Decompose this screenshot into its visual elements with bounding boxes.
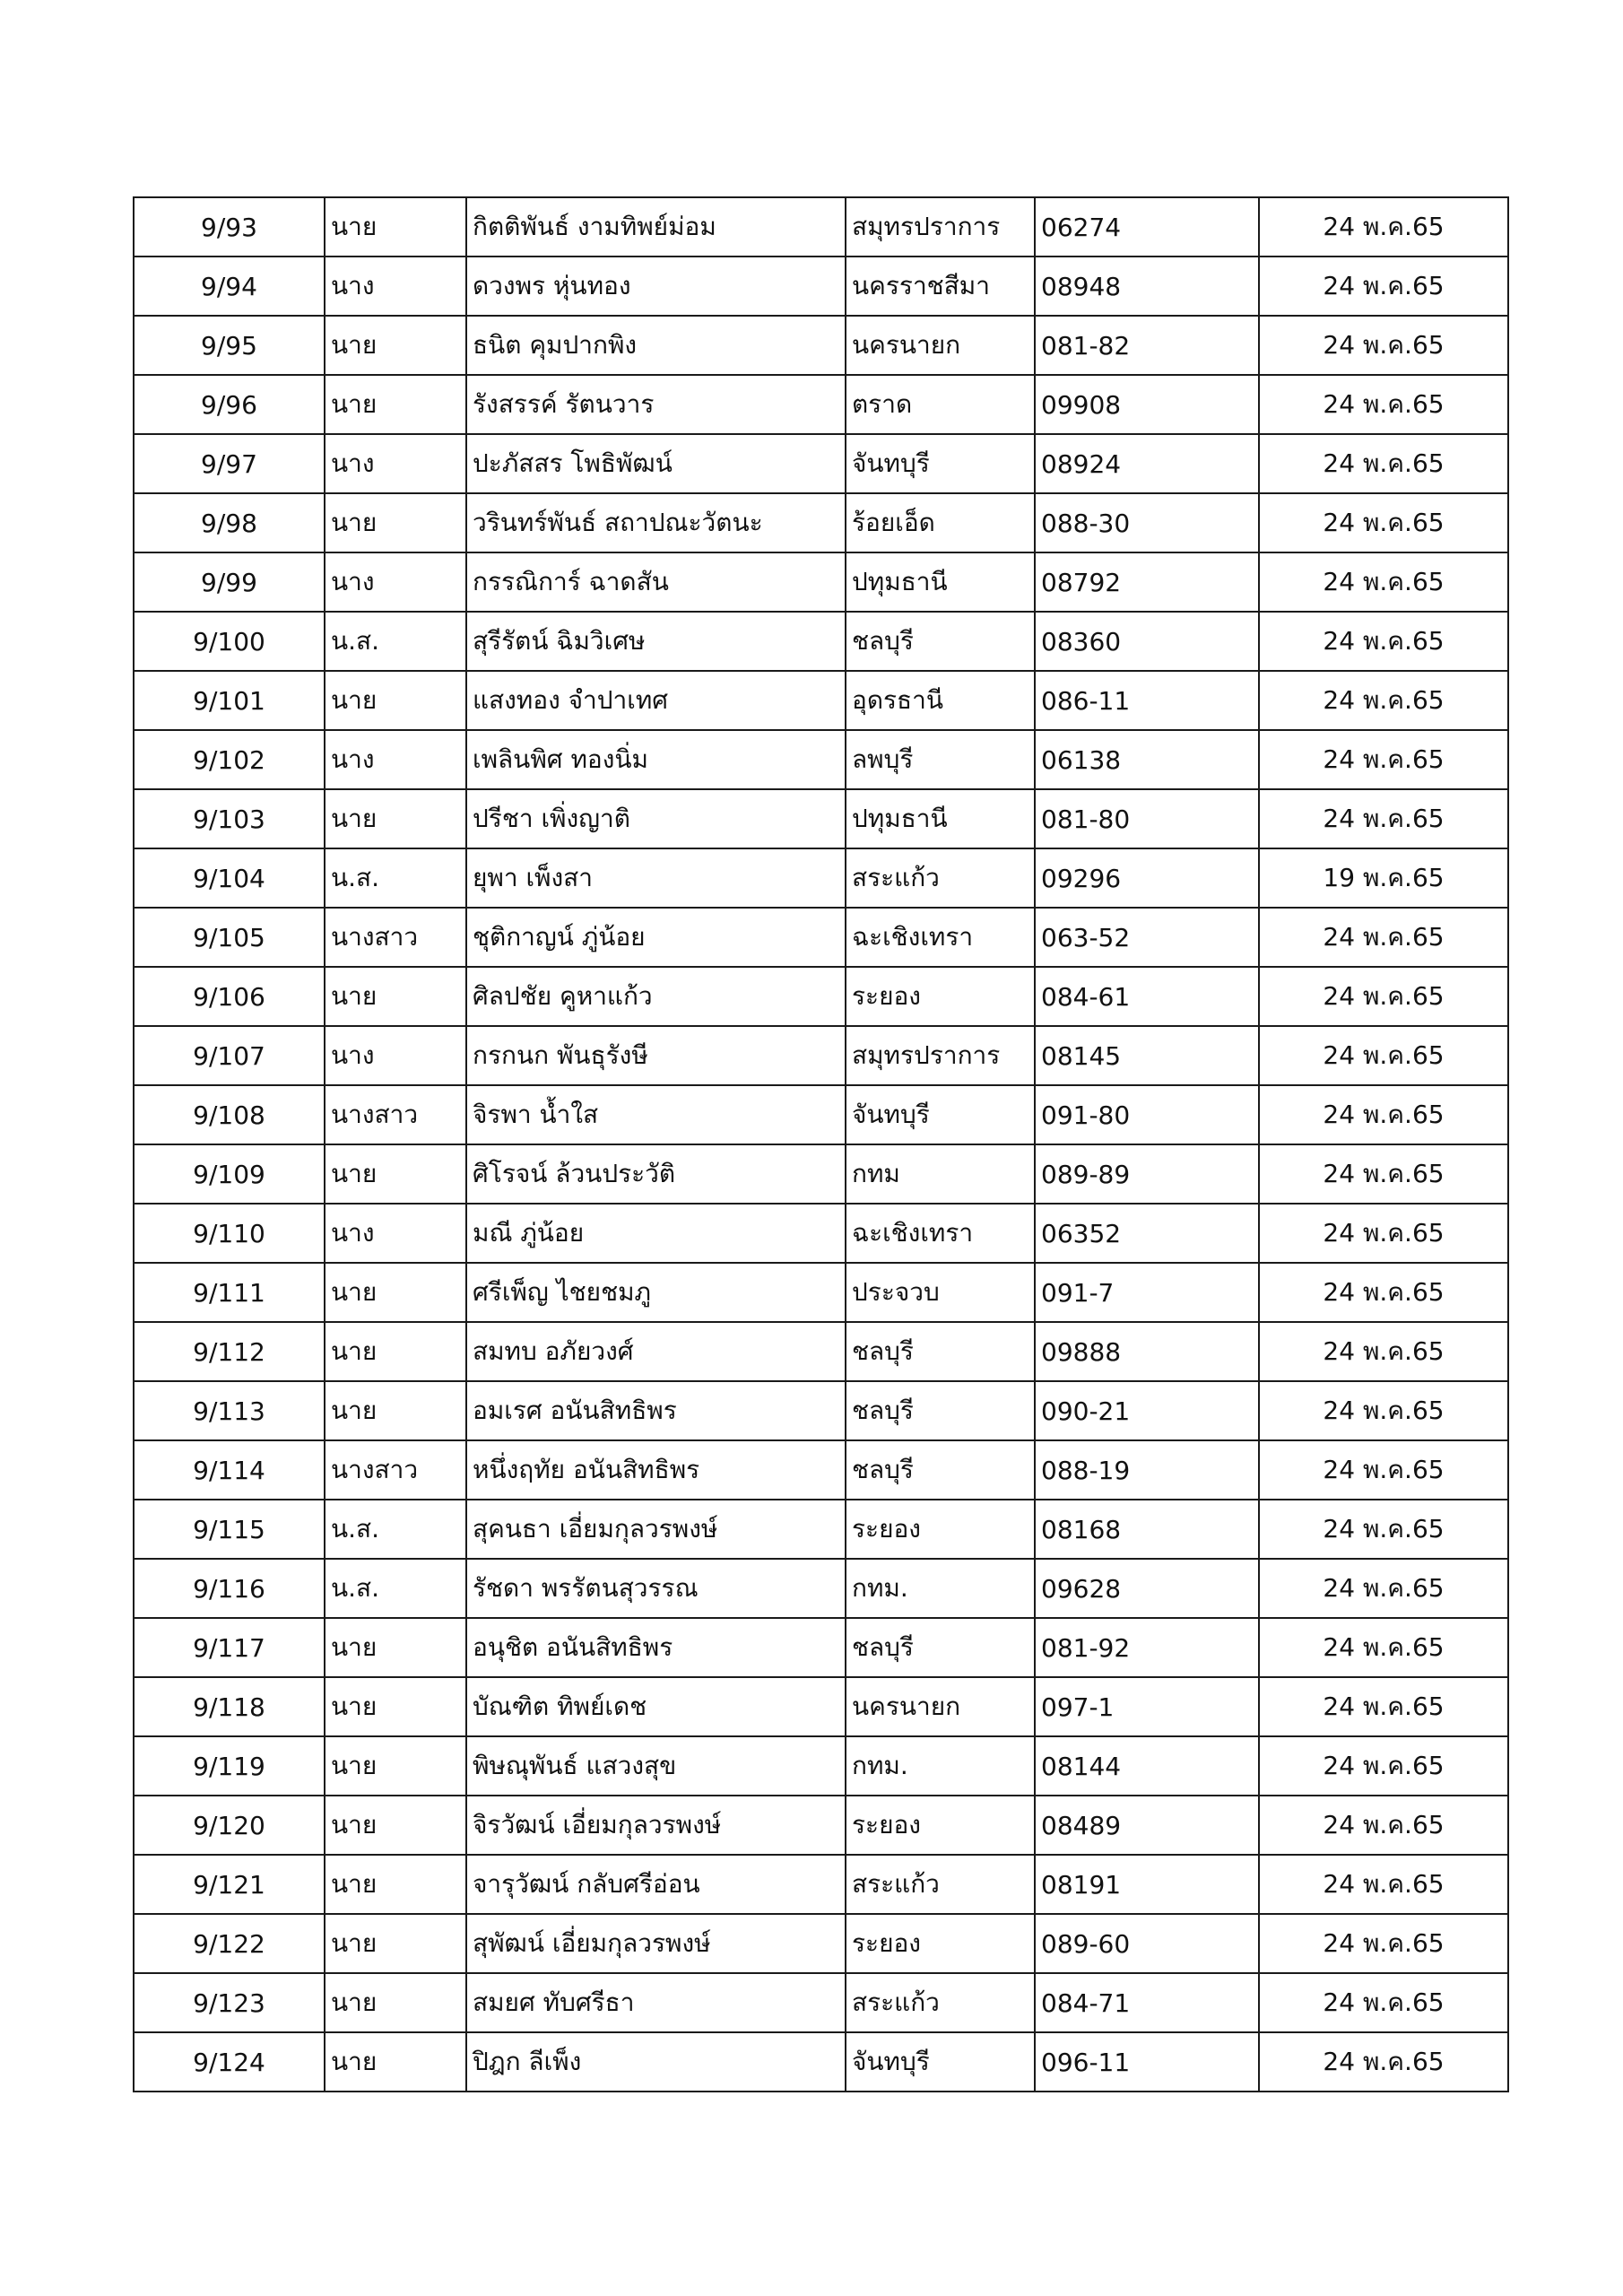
table-row xyxy=(134,908,1508,967)
table-row xyxy=(134,1973,1508,2032)
cell-full-name: ปะภัสสร โพธิพัฒน์ xyxy=(466,434,846,493)
phone-text: 08144 xyxy=(1041,1751,1122,1781)
cell-province: ลพบุรี xyxy=(846,730,1035,789)
table-row xyxy=(134,316,1508,375)
cell-row-number: 9/111 xyxy=(134,1263,325,1322)
cell-date: 24 พ.ค.65 xyxy=(1259,730,1508,789)
cell-province: จันทบุรี xyxy=(846,2032,1035,2092)
cell-full-name: สมทบ อภัยวงศ์ xyxy=(466,1322,846,1381)
phone-text: 06138 xyxy=(1041,744,1122,775)
cell-phone-number xyxy=(1035,1204,1259,1263)
cell-full-name: กรรณิการ์ ฉาดสัน xyxy=(466,552,846,612)
cell-row-number: 9/117 xyxy=(134,1618,325,1677)
phone-text: 08792 xyxy=(1041,567,1122,597)
phone-text: 086-11 xyxy=(1041,685,1131,716)
cell-row-number: 9/112 xyxy=(134,1322,325,1381)
cell-province: ร้อยเอ็ด xyxy=(846,493,1035,552)
cell-name-title: นาง xyxy=(325,434,466,493)
cell-phone-number xyxy=(1035,552,1259,612)
cell-province: ชลบุรี xyxy=(846,1322,1035,1381)
cell-full-name: สุรีรัตน์ ฉิมวิเศษ xyxy=(466,612,846,671)
cell-name-title: นาง xyxy=(325,1026,466,1085)
cell-name-title: น.ส. xyxy=(325,612,466,671)
cell-row-number: 9/106 xyxy=(134,967,325,1026)
phone-text: 081-92 xyxy=(1041,1632,1131,1663)
cell-date: 24 พ.ค.65 xyxy=(1259,1381,1508,1440)
table-row xyxy=(134,789,1508,848)
cell-province: ระยอง xyxy=(846,1500,1035,1559)
cell-row-number: 9/93 xyxy=(134,197,325,257)
phone-text: 09888 xyxy=(1041,1336,1122,1367)
table-row xyxy=(134,1559,1508,1618)
cell-row-number: 9/101 xyxy=(134,671,325,730)
table-row xyxy=(134,1144,1508,1204)
table-row xyxy=(134,1085,1508,1144)
table-row xyxy=(134,612,1508,671)
table-row xyxy=(134,671,1508,730)
cell-row-number: 9/105 xyxy=(134,908,325,967)
cell-full-name: พิษณุพันธ์ แสวงสุข xyxy=(466,1736,846,1796)
cell-full-name: ธนิต คุมปากพิง xyxy=(466,316,846,375)
cell-phone-number xyxy=(1035,1440,1259,1500)
cell-name-title: นางสาว xyxy=(325,1085,466,1144)
cell-row-number: 9/120 xyxy=(134,1796,325,1855)
cell-date: 24 พ.ค.65 xyxy=(1259,1618,1508,1677)
cell-name-title: นาง xyxy=(325,730,466,789)
cell-name-title: นาย xyxy=(325,375,466,434)
cell-row-number: 9/104 xyxy=(134,848,325,908)
table-row xyxy=(134,1500,1508,1559)
cell-row-number: 9/95 xyxy=(134,316,325,375)
cell-name-title: นาย xyxy=(325,1973,466,2032)
cell-name-title: นาย xyxy=(325,316,466,375)
cell-row-number: 9/119 xyxy=(134,1736,325,1796)
cell-row-number: 9/118 xyxy=(134,1677,325,1736)
phone-text: 091-7 xyxy=(1041,1277,1115,1308)
cell-full-name: บัณฑิต ทิพย์เดช xyxy=(466,1677,846,1736)
table-row xyxy=(134,1855,1508,1914)
cell-date: 24 พ.ค.65 xyxy=(1259,1796,1508,1855)
cell-full-name: จารุวัฒน์ กลับศรีอ่อน xyxy=(466,1855,846,1914)
cell-province: สระแก้ว xyxy=(846,1855,1035,1914)
cell-name-title: นาย xyxy=(325,1322,466,1381)
cell-phone-number xyxy=(1035,1796,1259,1855)
cell-full-name: ปิฎก ลีเพ็ง xyxy=(466,2032,846,2092)
cell-date: 24 พ.ค.65 xyxy=(1259,197,1508,257)
cell-phone-number xyxy=(1035,375,1259,434)
table-row xyxy=(134,1914,1508,1973)
cell-row-number: 9/114 xyxy=(134,1440,325,1500)
cell-full-name: กิตติพันธ์ งามทิพย์ม่อม xyxy=(466,197,846,257)
cell-province: ปทุมธานี xyxy=(846,552,1035,612)
phone-text: 088-30 xyxy=(1041,508,1131,538)
cell-province: ฉะเชิงเทรา xyxy=(846,1204,1035,1263)
phone-text: 096-11 xyxy=(1041,2047,1131,2077)
cell-phone-number xyxy=(1035,671,1259,730)
cell-name-title: นาย xyxy=(325,1677,466,1736)
cell-phone-number xyxy=(1035,197,1259,257)
cell-date: 24 พ.ค.65 xyxy=(1259,1263,1508,1322)
phone-text: 084-71 xyxy=(1041,1987,1131,2018)
cell-full-name: ศรีเพ็ญ ไชยชมภู xyxy=(466,1263,846,1322)
table-row xyxy=(134,1796,1508,1855)
cell-phone-number xyxy=(1035,1736,1259,1796)
cell-date: 24 พ.ค.65 xyxy=(1259,1026,1508,1085)
cell-full-name: ศิโรจน์ ล้วนประวัติ xyxy=(466,1144,846,1204)
cell-province: ชลบุรี xyxy=(846,612,1035,671)
cell-full-name: มณี ภู่น้อย xyxy=(466,1204,846,1263)
cell-full-name: ดวงพร หุ่นทอง xyxy=(466,257,846,316)
phone-text: 08168 xyxy=(1041,1514,1122,1544)
cell-date: 24 พ.ค.65 xyxy=(1259,1677,1508,1736)
cell-full-name: เพลินพิศ ทองนิ่ม xyxy=(466,730,846,789)
cell-date: 24 พ.ค.65 xyxy=(1259,612,1508,671)
cell-phone-number xyxy=(1035,257,1259,316)
table-row xyxy=(134,1026,1508,1085)
cell-phone-number xyxy=(1035,967,1259,1026)
cell-row-number: 9/100 xyxy=(134,612,325,671)
cell-phone-number xyxy=(1035,1914,1259,1973)
cell-row-number: 9/124 xyxy=(134,2032,325,2092)
table-row xyxy=(134,1618,1508,1677)
cell-full-name: วรินทร์พันธ์ สถาปณะวัตนะ xyxy=(466,493,846,552)
cell-name-title: นางสาว xyxy=(325,908,466,967)
phone-text: 06352 xyxy=(1041,1218,1122,1248)
cell-full-name: รังสรรค์ รัตนวาร xyxy=(466,375,846,434)
cell-date: 24 พ.ค.65 xyxy=(1259,1500,1508,1559)
cell-province: กทม xyxy=(846,1144,1035,1204)
phone-text: 08191 xyxy=(1041,1869,1122,1900)
cell-province: ระยอง xyxy=(846,1796,1035,1855)
phone-text: 091-80 xyxy=(1041,1100,1131,1130)
cell-date: 24 พ.ค.65 xyxy=(1259,1085,1508,1144)
cell-name-title: นาย xyxy=(325,493,466,552)
cell-phone-number xyxy=(1035,316,1259,375)
cell-full-name: อมเรศ อนันสิทธิพร xyxy=(466,1381,846,1440)
cell-province: สมุทรปราการ xyxy=(846,197,1035,257)
cell-province: กทม. xyxy=(846,1736,1035,1796)
cell-full-name: รัชดา พรรัตนสุวรรณ xyxy=(466,1559,846,1618)
phone-text: 088-19 xyxy=(1041,1455,1131,1485)
cell-phone-number xyxy=(1035,848,1259,908)
table-body xyxy=(134,197,1508,2092)
cell-full-name: สุพัฒน์ เอี่ยมกุลวรพงษ์ xyxy=(466,1914,846,1973)
phone-text: 097-1 xyxy=(1041,1692,1115,1722)
cell-phone-number xyxy=(1035,1855,1259,1914)
cell-full-name: ยุพา เพ็งสา xyxy=(466,848,846,908)
table-row xyxy=(134,1440,1508,1500)
cell-name-title: นาย xyxy=(325,1855,466,1914)
phone-text: 084-61 xyxy=(1041,981,1131,1012)
phone-text: 08924 xyxy=(1041,448,1122,479)
cell-date: 19 พ.ค.65 xyxy=(1259,848,1508,908)
cell-name-title: นาย xyxy=(325,2032,466,2092)
cell-province: สมุทรปราการ xyxy=(846,1026,1035,1085)
cell-row-number: 9/113 xyxy=(134,1381,325,1440)
cell-phone-number xyxy=(1035,908,1259,967)
phone-text: 09628 xyxy=(1041,1573,1122,1604)
cell-full-name: หนึ่งฤทัย อนันสิทธิพร xyxy=(466,1440,846,1500)
cell-name-title: นาย xyxy=(325,1144,466,1204)
table-row xyxy=(134,1381,1508,1440)
cell-province: สระแก้ว xyxy=(846,848,1035,908)
cell-province: สระแก้ว xyxy=(846,1973,1035,2032)
cell-date: 24 พ.ค.65 xyxy=(1259,1973,1508,2032)
cell-province: ตราด xyxy=(846,375,1035,434)
cell-phone-number xyxy=(1035,1085,1259,1144)
cell-province: ชลบุรี xyxy=(846,1440,1035,1500)
cell-phone-number xyxy=(1035,434,1259,493)
table-row xyxy=(134,197,1508,257)
phone-text: 09908 xyxy=(1041,389,1122,420)
cell-row-number: 9/122 xyxy=(134,1914,325,1973)
cell-phone-number xyxy=(1035,612,1259,671)
cell-date: 24 พ.ค.65 xyxy=(1259,671,1508,730)
cell-name-title: นาง xyxy=(325,552,466,612)
phone-text: 090-21 xyxy=(1041,1396,1131,1426)
cell-province: กทม. xyxy=(846,1559,1035,1618)
table-row xyxy=(134,493,1508,552)
cell-date: 24 พ.ค.65 xyxy=(1259,316,1508,375)
cell-row-number: 9/108 xyxy=(134,1085,325,1144)
cell-name-title: นาย xyxy=(325,671,466,730)
cell-phone-number xyxy=(1035,1026,1259,1085)
cell-date: 24 พ.ค.65 xyxy=(1259,2032,1508,2092)
cell-phone-number xyxy=(1035,1973,1259,2032)
table-row xyxy=(134,2032,1508,2092)
cell-phone-number xyxy=(1035,1322,1259,1381)
table-row xyxy=(134,375,1508,434)
cell-row-number: 9/96 xyxy=(134,375,325,434)
cell-name-title: นางสาว xyxy=(325,1440,466,1500)
cell-province: จันทบุรี xyxy=(846,434,1035,493)
cell-date: 24 พ.ค.65 xyxy=(1259,789,1508,848)
cell-row-number: 9/102 xyxy=(134,730,325,789)
cell-date: 24 พ.ค.65 xyxy=(1259,1559,1508,1618)
cell-row-number: 9/110 xyxy=(134,1204,325,1263)
cell-date: 24 พ.ค.65 xyxy=(1259,1144,1508,1204)
cell-name-title: นาย xyxy=(325,1618,466,1677)
cell-full-name: สุคนธา เอี่ยมกุลวรพงษ์ xyxy=(466,1500,846,1559)
cell-full-name: กรกนก พันธุรังษี xyxy=(466,1026,846,1085)
cell-phone-number xyxy=(1035,730,1259,789)
cell-phone-number xyxy=(1035,1144,1259,1204)
table-row xyxy=(134,1677,1508,1736)
table-row xyxy=(134,1322,1508,1381)
cell-date: 24 พ.ค.65 xyxy=(1259,908,1508,967)
cell-province: อุดรธานี xyxy=(846,671,1035,730)
cell-phone-number xyxy=(1035,789,1259,848)
cell-full-name: สมยศ ทับศรีธา xyxy=(466,1973,846,2032)
phone-text: 08360 xyxy=(1041,626,1122,657)
cell-row-number: 9/94 xyxy=(134,257,325,316)
cell-full-name: ปรีชา เพิ่งญาติ xyxy=(466,789,846,848)
registration-table xyxy=(133,196,1509,2092)
cell-province: ชลบุรี xyxy=(846,1381,1035,1440)
cell-full-name: อนุชิต อนันสิทธิพร xyxy=(466,1618,846,1677)
cell-date: 24 พ.ค.65 xyxy=(1259,257,1508,316)
cell-row-number: 9/121 xyxy=(134,1855,325,1914)
cell-name-title: นาย xyxy=(325,967,466,1026)
cell-row-number: 9/99 xyxy=(134,552,325,612)
phone-text: 09296 xyxy=(1041,863,1122,893)
cell-province: นครราชสีมา xyxy=(846,257,1035,316)
cell-province: ระยอง xyxy=(846,967,1035,1026)
cell-row-number: 9/97 xyxy=(134,434,325,493)
table-row xyxy=(134,730,1508,789)
table-row xyxy=(134,552,1508,612)
phone-text: 08145 xyxy=(1041,1040,1122,1071)
cell-full-name: ศิลปชัย คูหาแก้ว xyxy=(466,967,846,1026)
table-row xyxy=(134,257,1508,316)
phone-text: 081-82 xyxy=(1041,330,1131,361)
table-row xyxy=(134,1204,1508,1263)
cell-name-title: นาย xyxy=(325,1263,466,1322)
cell-full-name: จิรวัฒน์ เอี่ยมกุลวรพงษ์ xyxy=(466,1796,846,1855)
cell-row-number: 9/115 xyxy=(134,1500,325,1559)
cell-date: 24 พ.ค.65 xyxy=(1259,1736,1508,1796)
cell-name-title: น.ส. xyxy=(325,1559,466,1618)
cell-name-title: น.ส. xyxy=(325,848,466,908)
table-row xyxy=(134,967,1508,1026)
cell-date: 24 พ.ค.65 xyxy=(1259,434,1508,493)
cell-name-title: นาย xyxy=(325,197,466,257)
cell-province: ชลบุรี xyxy=(846,1618,1035,1677)
cell-phone-number xyxy=(1035,1559,1259,1618)
cell-date: 24 พ.ค.65 xyxy=(1259,1322,1508,1381)
cell-name-title: น.ส. xyxy=(325,1500,466,1559)
cell-row-number: 9/123 xyxy=(134,1973,325,2032)
table-row xyxy=(134,1736,1508,1796)
cell-date: 24 พ.ค.65 xyxy=(1259,493,1508,552)
cell-row-number: 9/107 xyxy=(134,1026,325,1085)
cell-name-title: นาย xyxy=(325,1736,466,1796)
phone-text: 08948 xyxy=(1041,271,1122,301)
cell-name-title: นาย xyxy=(325,1796,466,1855)
phone-text: 063-52 xyxy=(1041,922,1131,952)
phone-text: 081-80 xyxy=(1041,804,1131,834)
cell-row-number: 9/116 xyxy=(134,1559,325,1618)
cell-date: 24 พ.ค.65 xyxy=(1259,1204,1508,1263)
phone-text: 089-89 xyxy=(1041,1159,1131,1189)
cell-phone-number xyxy=(1035,1618,1259,1677)
cell-province: ระยอง xyxy=(846,1914,1035,1973)
phone-text: 08489 xyxy=(1041,1810,1122,1840)
cell-date: 24 พ.ค.65 xyxy=(1259,1440,1508,1500)
cell-date: 24 พ.ค.65 xyxy=(1259,552,1508,612)
cell-date: 24 พ.ค.65 xyxy=(1259,967,1508,1026)
cell-name-title: นาง xyxy=(325,257,466,316)
cell-province: ปทุมธานี xyxy=(846,789,1035,848)
cell-name-title: นาย xyxy=(325,1914,466,1973)
phone-text: 06274 xyxy=(1041,212,1122,242)
cell-date: 24 พ.ค.65 xyxy=(1259,1855,1508,1914)
cell-phone-number xyxy=(1035,1381,1259,1440)
phone-text: 089-60 xyxy=(1041,1928,1131,1959)
cell-row-number: 9/109 xyxy=(134,1144,325,1204)
cell-name-title: นาย xyxy=(325,789,466,848)
table-row xyxy=(134,1263,1508,1322)
cell-province: นครนายก xyxy=(846,316,1035,375)
cell-phone-number xyxy=(1035,493,1259,552)
cell-full-name: จิรพา น้ำใส xyxy=(466,1085,846,1144)
cell-province: นครนายก xyxy=(846,1677,1035,1736)
cell-province: ประจวบ xyxy=(846,1263,1035,1322)
cell-phone-number xyxy=(1035,2032,1259,2092)
cell-full-name: ชุติกาญน์ ภู่น้อย xyxy=(466,908,846,967)
cell-full-name: แสงทอง จำปาเทศ xyxy=(466,671,846,730)
cell-phone-number xyxy=(1035,1677,1259,1736)
cell-province: ฉะเชิงเทรา xyxy=(846,908,1035,967)
table-row xyxy=(134,434,1508,493)
cell-phone-number xyxy=(1035,1500,1259,1559)
cell-province: จันทบุรี xyxy=(846,1085,1035,1144)
cell-phone-number xyxy=(1035,1263,1259,1322)
cell-row-number: 9/103 xyxy=(134,789,325,848)
cell-name-title: นาง xyxy=(325,1204,466,1263)
table-row xyxy=(134,848,1508,908)
cell-date: 24 พ.ค.65 xyxy=(1259,375,1508,434)
cell-name-title: นาย xyxy=(325,1381,466,1440)
cell-date: 24 พ.ค.65 xyxy=(1259,1914,1508,1973)
cell-row-number: 9/98 xyxy=(134,493,325,552)
